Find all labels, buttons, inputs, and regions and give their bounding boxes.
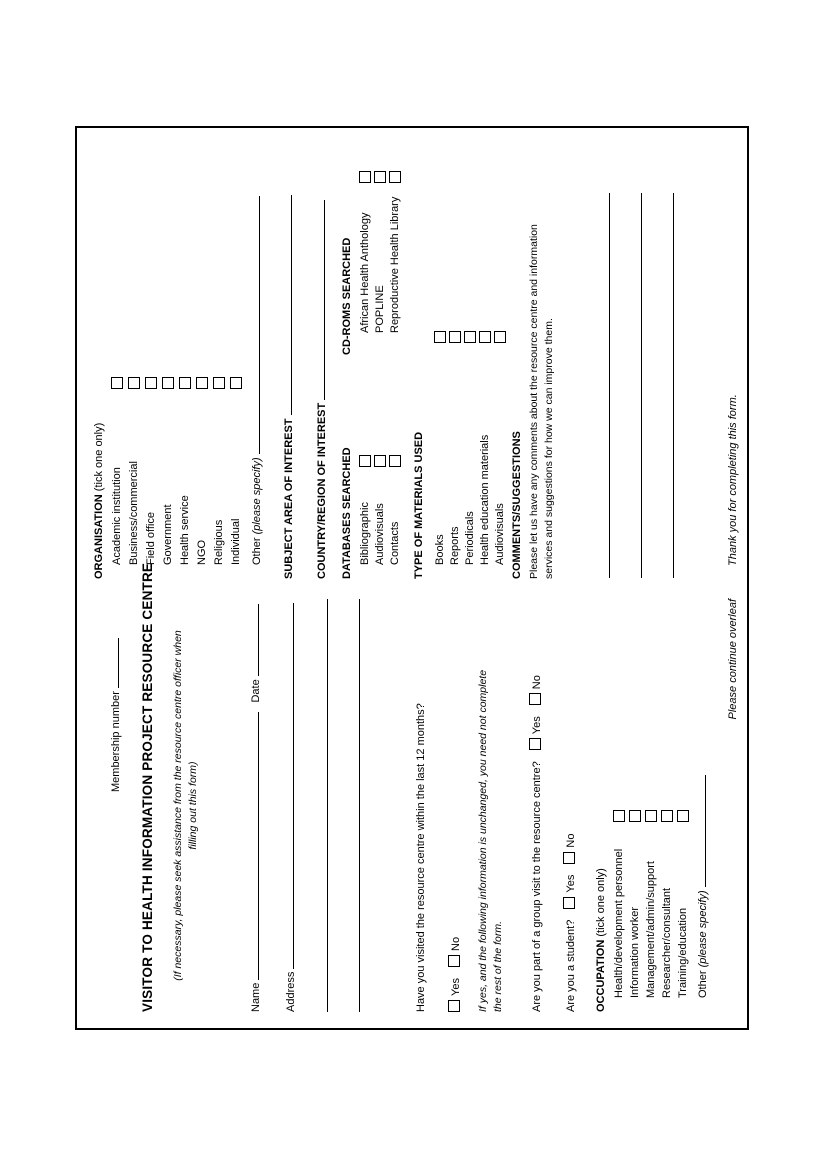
occupation-information-worker-checkbox[interactable] — [629, 810, 641, 822]
cdroms-popline-checkbox[interactable] — [374, 171, 386, 183]
student-row — [563, 834, 578, 1012]
materials-item-health-education — [479, 325, 492, 565]
membership-label: Membership number — [110, 691, 122, 792]
databases-item-bibliographic — [359, 435, 372, 565]
comments-input-line-3[interactable] — [673, 193, 674, 578]
organisation-religious-checkbox[interactable] — [213, 377, 225, 389]
organisation-item-field-office — [145, 365, 158, 565]
organisation-heading-row — [93, 423, 106, 579]
organisation-item-label: Field office — [145, 512, 157, 565]
organisation-ngo-checkbox[interactable] — [196, 377, 208, 389]
materials-item-label: Books — [434, 534, 446, 565]
date-input-line[interactable] — [247, 604, 259, 676]
materials-reports-checkbox[interactable] — [449, 331, 461, 343]
subject-area-input-line[interactable] — [280, 195, 292, 415]
organisation-item-religious — [213, 365, 226, 565]
address-row — [282, 603, 298, 1012]
materials-periodicals-checkbox[interactable] — [464, 331, 476, 343]
organisation-item-government — [162, 365, 175, 565]
organisation-hint: (tick one only) — [93, 422, 105, 492]
materials-audiovisuals-checkbox[interactable] — [494, 331, 506, 343]
cdroms-reproductive-health-library-checkbox[interactable] — [389, 171, 401, 183]
organisation-item-academic — [111, 365, 124, 565]
occupation-health-development-checkbox[interactable] — [613, 810, 625, 822]
visited-no-label: No — [450, 936, 462, 951]
cdroms-item-label: Reproductive Health Library — [389, 196, 401, 333]
organisation-item-health-service — [179, 365, 192, 565]
group-no-checkbox[interactable] — [529, 693, 541, 705]
visited-yes-checkbox[interactable] — [448, 1000, 460, 1012]
organisation-academic-checkbox[interactable] — [111, 377, 123, 389]
materials-item-periodicals — [464, 325, 477, 565]
occupation-heading: OCCUPATION — [595, 939, 607, 1012]
cdroms-african-health-anthology-checkbox[interactable] — [359, 171, 371, 183]
comments-input-line-2[interactable] — [641, 193, 642, 578]
thank-you-note: Thank you for completing this form. — [727, 394, 739, 566]
occupation-item-label: Information worker — [629, 906, 641, 998]
group-yes-label: Yes — [531, 716, 543, 735]
occupation-item-management-admin — [645, 798, 658, 998]
visited-question: Have you visited the resource centre within the last 12 months? — [415, 703, 427, 1012]
occupation-item-label: Researcher/consultant — [661, 887, 673, 998]
cdroms-item-african-health-anthology — [359, 163, 372, 333]
intro-note-line2: filling out this form) — [187, 761, 199, 850]
occupation-item-information-worker — [629, 798, 642, 998]
materials-heading: TYPE OF MATERIALS USED — [413, 431, 425, 579]
cdroms-item-label: POPLINE — [374, 285, 386, 333]
materials-item-label: Audiovisuals — [494, 503, 506, 565]
name-label: Name — [250, 982, 262, 1012]
occupation-management-admin-checkbox[interactable] — [645, 810, 657, 822]
materials-books-checkbox[interactable] — [434, 331, 446, 343]
occupation-other-hint: (please specify) — [697, 890, 709, 968]
country-region-label: COUNTRY/REGION OF INTEREST — [316, 402, 328, 579]
group-visit-question: Are you part of a group visit to the resource centre? — [531, 761, 543, 1012]
organisation-heading: ORGANISATION — [93, 494, 105, 579]
databases-heading: DATABASES SEARCHED — [341, 447, 353, 579]
subject-area-row — [280, 195, 296, 579]
organisation-other-input-line[interactable] — [248, 196, 260, 454]
organisation-item-label: Religious — [213, 519, 225, 565]
organisation-item-label: Health service — [179, 495, 191, 565]
student-no-checkbox[interactable] — [563, 852, 575, 864]
subject-area-label: SUBJECT AREA OF INTEREST — [283, 418, 295, 579]
if-yes-note-line2: the rest of the form. — [492, 920, 504, 1012]
organisation-item-label: Individual — [230, 518, 242, 565]
organisation-other-hint: (please specify) — [251, 457, 263, 535]
address-label: Address — [285, 971, 297, 1012]
student-no-label: No — [565, 833, 577, 848]
membership-input-line[interactable] — [107, 638, 119, 688]
visited-answer-row — [448, 937, 463, 1012]
occupation-hint: (tick one only) — [595, 868, 607, 937]
visited-yes-label: Yes — [450, 978, 462, 996]
country-region-input-line[interactable] — [313, 200, 325, 400]
organisation-item-label: Government — [162, 504, 174, 565]
cdroms-heading: CD-ROMS SEARCHED — [341, 237, 353, 355]
occupation-item-label: Health/development personnel — [613, 848, 625, 998]
comments-input-line-1[interactable] — [609, 193, 610, 578]
materials-item-reports — [449, 325, 462, 565]
occupation-item-health-development — [613, 798, 626, 998]
organisation-other-label: Other — [251, 537, 263, 565]
address-input-line[interactable] — [282, 603, 294, 969]
cdroms-item-reproductive-health-library — [389, 163, 402, 333]
student-question: Are you a student? — [565, 919, 577, 1012]
comments-note-line2: services and suggestions for how we can improve them. — [543, 318, 555, 579]
name-input-line[interactable] — [247, 712, 259, 980]
address-input-line-2[interactable] — [327, 599, 328, 1012]
organisation-other-row — [248, 196, 264, 565]
occupation-heading-row — [595, 868, 608, 1012]
student-yes-label: Yes — [565, 874, 577, 893]
cdroms-item-label: African Health Anthology — [359, 212, 371, 333]
databases-audiovisuals-checkbox[interactable] — [374, 455, 386, 467]
materials-item-books — [434, 325, 447, 565]
student-yes-checkbox[interactable] — [563, 897, 575, 909]
occupation-training-education-checkbox[interactable] — [677, 810, 689, 822]
group-yes-checkbox[interactable] — [529, 738, 541, 750]
group-no-label: No — [531, 675, 543, 690]
visited-no-checkbox[interactable] — [448, 955, 460, 967]
organisation-item-business — [128, 365, 141, 565]
organisation-business-checkbox[interactable] — [128, 377, 140, 389]
date-label: Date — [250, 679, 262, 703]
occupation-item-label: Training/education — [677, 907, 689, 998]
databases-item-audiovisuals — [374, 435, 387, 565]
organisation-item-ngo — [196, 365, 209, 565]
comments-heading: COMMENTS/SUGGESTIONS — [511, 431, 523, 579]
occupation-other-label: Other — [697, 970, 709, 998]
organisation-item-label: Academic institution — [111, 467, 123, 565]
comments-note-line1: Please let us have any comments about the resource centre and information — [528, 224, 540, 579]
materials-item-label: Reports — [449, 526, 461, 565]
databases-item-contacts — [389, 435, 402, 565]
organisation-field-office-checkbox[interactable] — [145, 377, 157, 389]
organisation-item-label: NGO — [196, 539, 208, 565]
organisation-government-checkbox[interactable] — [162, 377, 174, 389]
continue-overleaf-note: Please continue overleaf — [727, 599, 739, 720]
databases-bibliographic-checkbox[interactable] — [359, 455, 371, 467]
form-border — [75, 126, 749, 1030]
occupation-other-input-line[interactable] — [694, 775, 706, 887]
organisation-health-service-checkbox[interactable] — [179, 377, 191, 389]
name-date-row — [247, 604, 263, 1012]
occupation-item-label: Management/admin/support — [645, 861, 657, 998]
address-input-line-3[interactable] — [359, 599, 360, 1012]
occupation-item-researcher-consultant — [661, 798, 674, 998]
occupation-researcher-consultant-checkbox[interactable] — [661, 810, 673, 822]
cdroms-item-popline — [374, 163, 387, 333]
databases-item-label: Contacts — [389, 521, 401, 565]
organisation-item-individual — [230, 365, 243, 565]
materials-item-label: Periodicals — [464, 511, 476, 565]
intro-note-line1: (If necessary, please seek assistance from the resource centre officer when — [172, 630, 184, 981]
materials-item-label: Health education materials — [479, 434, 491, 565]
materials-item-audiovisuals — [494, 325, 507, 565]
if-yes-note-line1: If yes, and the following information is unchanged, you need not complete — [477, 669, 489, 1012]
country-region-row — [313, 200, 329, 579]
databases-contacts-checkbox[interactable] — [389, 455, 401, 467]
databases-item-label: Audiovisuals — [374, 503, 386, 565]
occupation-other-row — [694, 775, 710, 998]
materials-health-education-checkbox[interactable] — [479, 331, 491, 343]
databases-item-label: Bibliographic — [359, 502, 371, 565]
membership-row — [107, 638, 123, 792]
organisation-individual-checkbox[interactable] — [230, 377, 242, 389]
group-visit-row — [529, 675, 544, 1012]
occupation-item-training-education — [677, 798, 690, 998]
page-title: VISITOR TO HEALTH INFORMATION PROJECT RESOURCE CENTRE — [140, 562, 155, 1012]
organisation-item-label: Business/commercial — [128, 461, 140, 565]
